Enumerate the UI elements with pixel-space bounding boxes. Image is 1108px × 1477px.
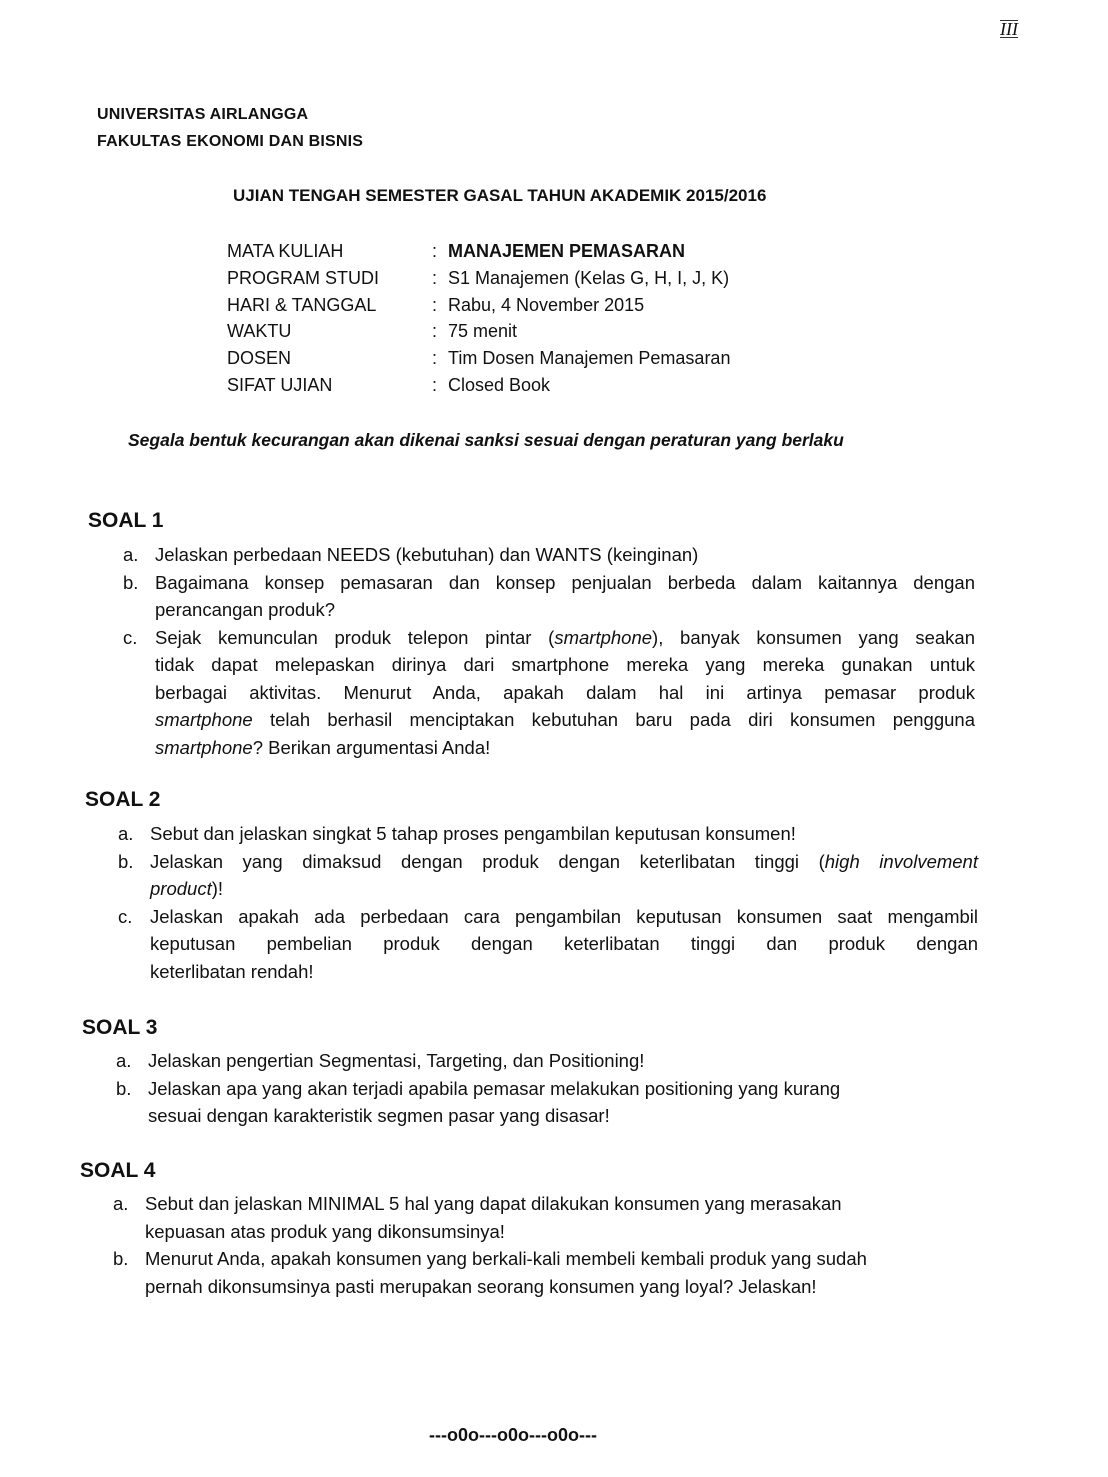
text-segment: berbagai aktivitas. Menurut Anda, apakah dalam hal ini artinya pemasar produk [155, 681, 975, 703]
info-label: WAKTU [227, 321, 292, 341]
italic-term: smartphone [554, 626, 653, 648]
question-line [155, 541, 975, 569]
text-segment: Sebut dan jelaskan singkat 5 tahap proses pengambilan keputusan konsumen! [150, 823, 796, 844]
item-letter: a. [116, 1050, 132, 1071]
question-line [155, 679, 975, 707]
question-item [118, 848, 978, 903]
info-colon: : [432, 295, 438, 315]
question-item [123, 541, 975, 569]
section-soal-3 [82, 1015, 976, 1130]
question-line [155, 624, 975, 652]
item-letter: a. [123, 544, 139, 565]
question-item [116, 1047, 976, 1075]
info-label: DOSEN [227, 348, 292, 368]
question-line [145, 1245, 983, 1273]
item-letter: c. [123, 626, 138, 648]
question-line [145, 1273, 983, 1301]
faculty-name: FAKULTAS EKONOMI DAN BISNIS [97, 133, 364, 150]
section-title: SOAL 3 [82, 1016, 158, 1039]
section-soal-1 [88, 508, 975, 761]
info-value: Tim Dosen Manajemen Pemasaran [448, 348, 731, 368]
text-segment: Jelaskan pengertian Segmentasi, Targeting, dan Positioning! [148, 1050, 645, 1071]
warning-note: Segala bentuk kecurangan akan dikenai sanksi sesuai dengan peraturan yang berlaku [128, 430, 844, 450]
info-colon: : [432, 241, 438, 261]
text-segment: keterlibatan rendah! [150, 960, 314, 982]
item-letter: c. [118, 905, 133, 927]
text-segment: keputusan pembelian produk dengan keterlibatan tinggi dan produk dengan [150, 933, 978, 954]
info-colon: : [432, 321, 438, 341]
question-line [150, 958, 978, 986]
info-value: 75 menit [448, 321, 518, 341]
info-colon: : [432, 268, 438, 288]
text-segment: pernah dikonsumsinya pasti merupakan seorang konsumen yang loyal? Jelaskan! [145, 1275, 817, 1297]
question-item [113, 1190, 983, 1245]
question-line [155, 651, 975, 679]
question-item [118, 903, 978, 986]
question-line [150, 930, 978, 958]
italic-term: smartphone [155, 736, 253, 758]
info-colon: : [432, 348, 438, 368]
text-segment: Jelaskan apakah ada perbedaan cara pengambilan keputusan konsumen saat mengambil [150, 905, 978, 927]
text-segment: ? Berikan argumentasi Anda! [252, 736, 491, 758]
text-segment: Jelaskan apa yang akan terjadi apabila pemasar melakukan positioning yang kurang [148, 1077, 841, 1099]
question-line [155, 706, 975, 734]
info-value: Rabu, 4 November 2015 [448, 295, 645, 315]
question-line [145, 1190, 983, 1218]
text-segment: Sejak kemunculan produk telepon pintar ( [155, 626, 555, 648]
text-segment: sesuai dengan karakteristik segmen pasar yang disasar! [148, 1105, 610, 1126]
section-soal-2 [85, 787, 978, 985]
text-segment: Sebut dan jelaskan MINIMAL 5 hal yang dapat dilakukan konsumen yang merasakan [145, 1193, 842, 1214]
italic-term: smartphone [155, 709, 253, 730]
section-soal-4 [80, 1158, 983, 1300]
text-segment: kepuasan atas produk yang dikonsumsinya! [145, 1220, 505, 1242]
info-label: PROGRAM STUDI [227, 268, 380, 288]
question-line [150, 875, 978, 903]
question-line [148, 1075, 976, 1103]
text-segment: Jelaskan yang dimaksud dengan produk dengan keterlibatan tinggi ( [150, 850, 825, 872]
item-letter: a. [118, 823, 134, 844]
text-segment: Jelaskan perbedaan NEEDS (kebutuhan) dan WANTS (keinginan) [155, 544, 699, 565]
text-segment: tidak dapat melepaskan dirinya dari smartphone mereka yang mereka gunakan untuk [155, 654, 975, 675]
italic-term: product [150, 878, 212, 899]
text-segment: Menurut Anda, apakah konsumen yang berkali-kali membeli kembali produk yang sudah [145, 1248, 867, 1269]
question-item [116, 1075, 976, 1130]
question-line [150, 820, 978, 848]
text-segment: perancangan produk? [155, 599, 336, 620]
item-letter: a. [113, 1193, 129, 1214]
question-line [148, 1047, 976, 1075]
question-item [113, 1245, 983, 1300]
question-line [155, 569, 975, 597]
item-letter: b. [116, 1077, 132, 1099]
question-line [148, 1102, 976, 1130]
question-item [123, 569, 975, 624]
text-segment: ), banyak konsumen yang seakan [652, 626, 975, 648]
item-letter: b. [113, 1248, 129, 1269]
info-value: S1 Manajemen (Kelas G, H, I, J, K) [448, 268, 730, 288]
italic-term: high involvement [824, 850, 978, 872]
info-label: SIFAT UJIAN [227, 375, 333, 395]
question-item [123, 624, 975, 762]
item-letter: b. [118, 850, 134, 872]
question-line [155, 734, 975, 762]
question-line [145, 1218, 983, 1246]
info-label: HARI & TANGGAL [227, 295, 377, 315]
question-line [150, 903, 978, 931]
text-segment: telah berhasil menciptakan kebutuhan baru pada diri konsumen pengguna [252, 709, 975, 730]
question-line [155, 596, 975, 624]
info-value: MANAJEMEN PEMASARAN [448, 241, 686, 261]
question-line [150, 848, 978, 876]
end-mark: ---o0o---o0o---o0o--- [429, 1425, 597, 1445]
page-number-mark: III [1000, 19, 1018, 39]
question-item [118, 820, 978, 848]
section-title: SOAL 2 [85, 788, 161, 811]
university-name: UNIVERSITAS AIRLANGGA [97, 106, 309, 123]
info-colon: : [432, 375, 438, 395]
item-letter: b. [123, 571, 139, 593]
section-title: SOAL 1 [88, 509, 164, 532]
info-value: Closed Book [448, 375, 551, 395]
exam-title: UJIAN TENGAH SEMESTER GASAL TAHUN AKADEMIK 2015/2016 [233, 186, 767, 205]
section-title: SOAL 4 [80, 1159, 156, 1182]
text-segment: Bagaimana konsep pemasaran dan konsep penjualan berbeda dalam kaitannya dengan [155, 571, 975, 593]
info-label: MATA KULIAH [227, 241, 344, 261]
text-segment: )! [211, 878, 224, 899]
